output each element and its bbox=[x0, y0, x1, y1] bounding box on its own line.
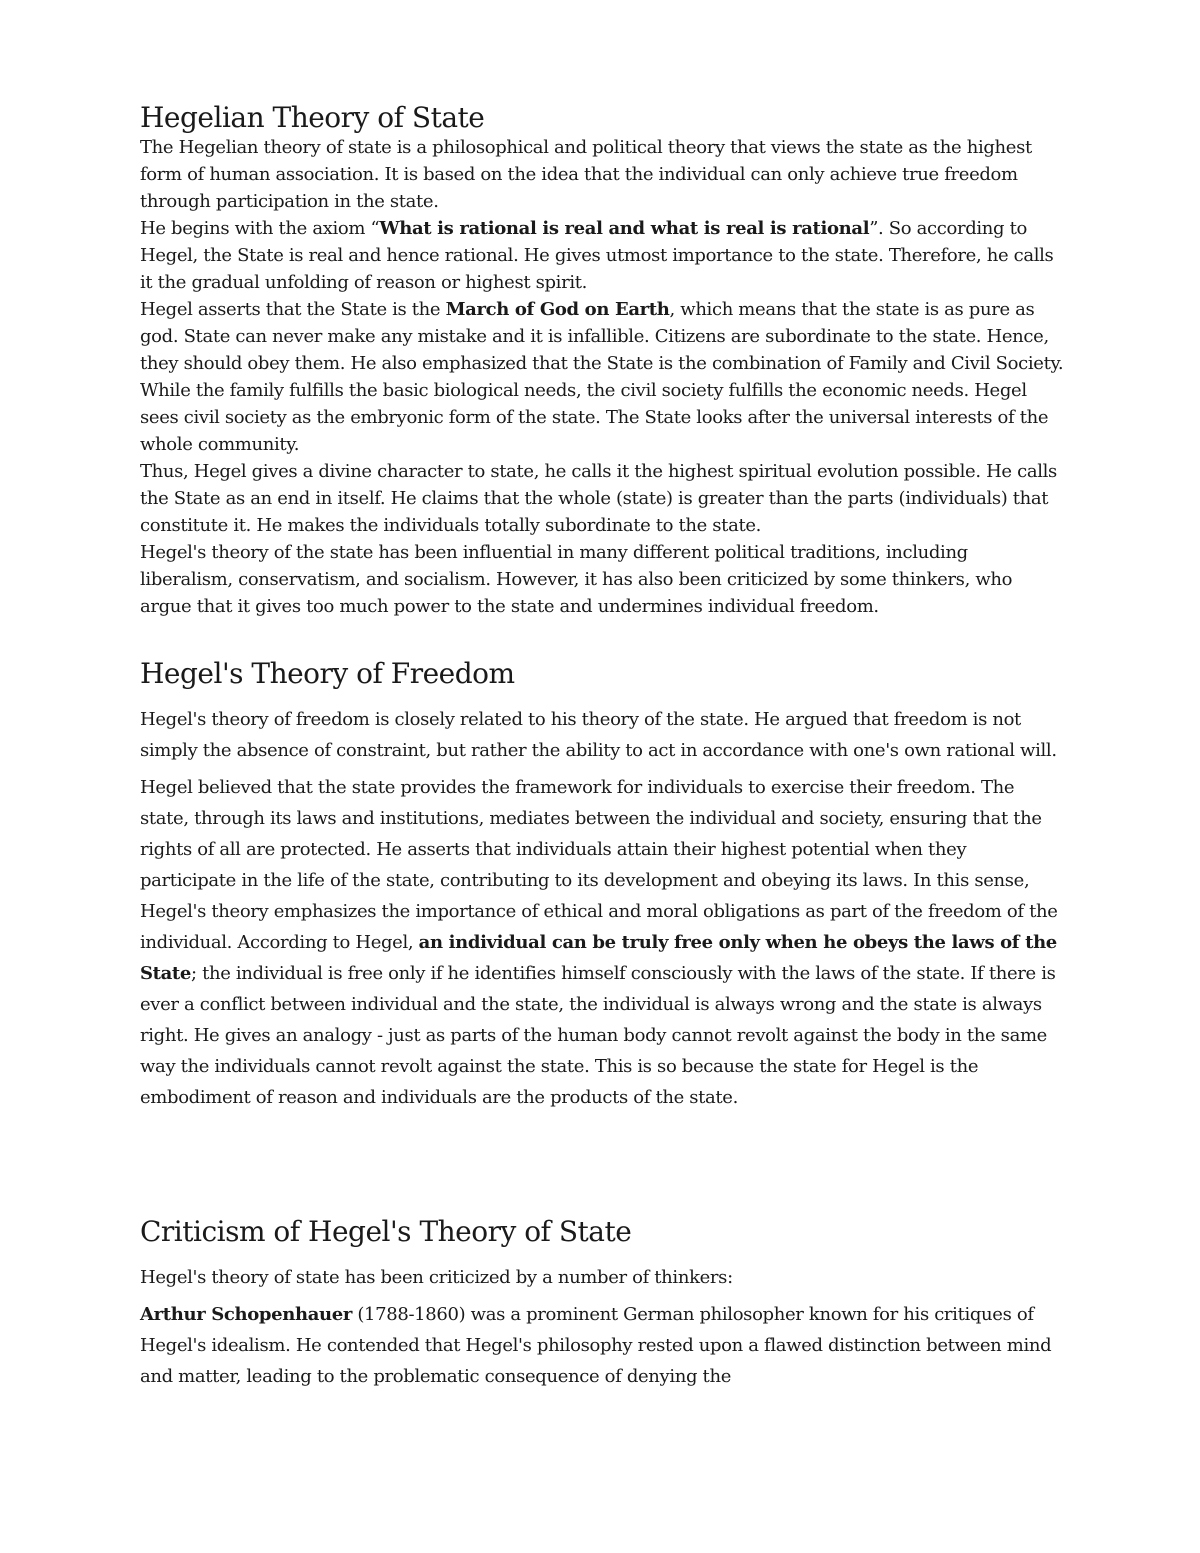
bold-axiom: What is rational is real and what is real is rational bbox=[379, 218, 870, 239]
section-heading: Hegel's Theory of Freedom bbox=[140, 657, 515, 690]
paragraph bbox=[140, 772, 1065, 1113]
section-body bbox=[140, 704, 1065, 1113]
section-heading: Criticism of Hegel's Theory of State bbox=[140, 1215, 632, 1248]
paragraph bbox=[140, 296, 1065, 458]
page-title: Hegelian Theory of State bbox=[140, 101, 485, 134]
paragraph: Hegel's theory of state has been criticized by a number of thinkers: bbox=[140, 1267, 733, 1288]
text-run: ”. So according to Hegel, the State is real and hence rational. He gives utmost importance to the state. Therefore, he calls it the gradual unfolding of reason or highest spirit. bbox=[140, 218, 1054, 293]
text-run: , which means that the state is as pure as god. State can never make any mistake and it is infallible. Citizens are subordinate to the state. Hence, they should obey them. He also emphasized that the State is the combination of Family and Civil Society. While the family fulfills the basic biological needs, the civil society fulfills the economic needs. Hegel sees civil society as the embryonic form of the state. The State looks after the universal interests of the whole community. bbox=[140, 299, 1064, 455]
paragraph: Hegel's theory of freedom is closely related to his theory of the state. He argued that freedom is not simply the absence of constraint, but rather the ability to act in accordance with one's own rational will. bbox=[140, 709, 1057, 761]
section-hegelian-theory-of-state bbox=[140, 98, 1065, 620]
paragraph: Hegel's theory of the state has been influential in many different political traditions, including liberalism, conservatism, and socialism. However, it has also been criticized by some thinkers, who argue that it gives too much power to the state and undermines individual freedom. bbox=[140, 542, 1013, 617]
section-theory-of-freedom bbox=[140, 654, 1065, 1113]
bold-phrase: an individual can be truly free only when he obeys the laws of the State bbox=[140, 932, 1057, 984]
section-criticism bbox=[140, 1212, 1065, 1392]
paragraph bbox=[140, 215, 1065, 296]
section-body bbox=[140, 1262, 1065, 1392]
paragraph bbox=[140, 1299, 1065, 1392]
text-run: ; the individual is free only if he identifies himself consciously with the laws of the state. If there is ever a conflict between individual and the state, the individual is always wrong and the state is always right. He gives an analogy - just as parts of the human body cannot revolt against the body in the same way the individuals cannot revolt against the state. This is so because the state for Hegel is the embodiment of reason and individuals are the products of the state. bbox=[140, 963, 1056, 1108]
bold-name: Arthur Schopenhauer bbox=[140, 1304, 352, 1325]
paragraph: Thus, Hegel gives a divine character to state, he calls it the highest spiritual evolution possible. He calls the State as an end in itself. He claims that the whole (state) is greater than the parts (individuals) that constitute it. He makes the individuals totally subordinate to the state. bbox=[140, 461, 1057, 536]
text-run: He begins with the axiom “ bbox=[140, 218, 380, 239]
paragraph: The Hegelian theory of state is a philosophical and political theory that views the state as the highest form of human association. It is based on the idea that the individual can only achieve true freedom through participation in the state. bbox=[140, 137, 1032, 212]
text-run: Hegel asserts that the State is the bbox=[140, 299, 446, 320]
text-run: (1788-1860) was a prominent German philosopher known for his critiques of Hegel's idealism. He contended that Hegel's philosophy rested upon a flawed distinction between mind and matter, leading to the problematic consequence of denying the bbox=[140, 1304, 1052, 1387]
bold-phrase: March of God on Earth bbox=[445, 299, 670, 320]
text-run: Hegel believed that the state provides the framework for individuals to exercise their freedom. The state, through its laws and institutions, mediates between the individual and society, ensuring that the rights of all are protected. He asserts that individuals attain their highest potential when they participate in the life of the state, contributing to its development and obeying its laws. In this sense, Hegel's theory emphasizes the importance of ethical and moral obligations as part of the freedom of the individual. According to Hegel, bbox=[140, 777, 1058, 953]
section-body bbox=[140, 134, 1065, 620]
